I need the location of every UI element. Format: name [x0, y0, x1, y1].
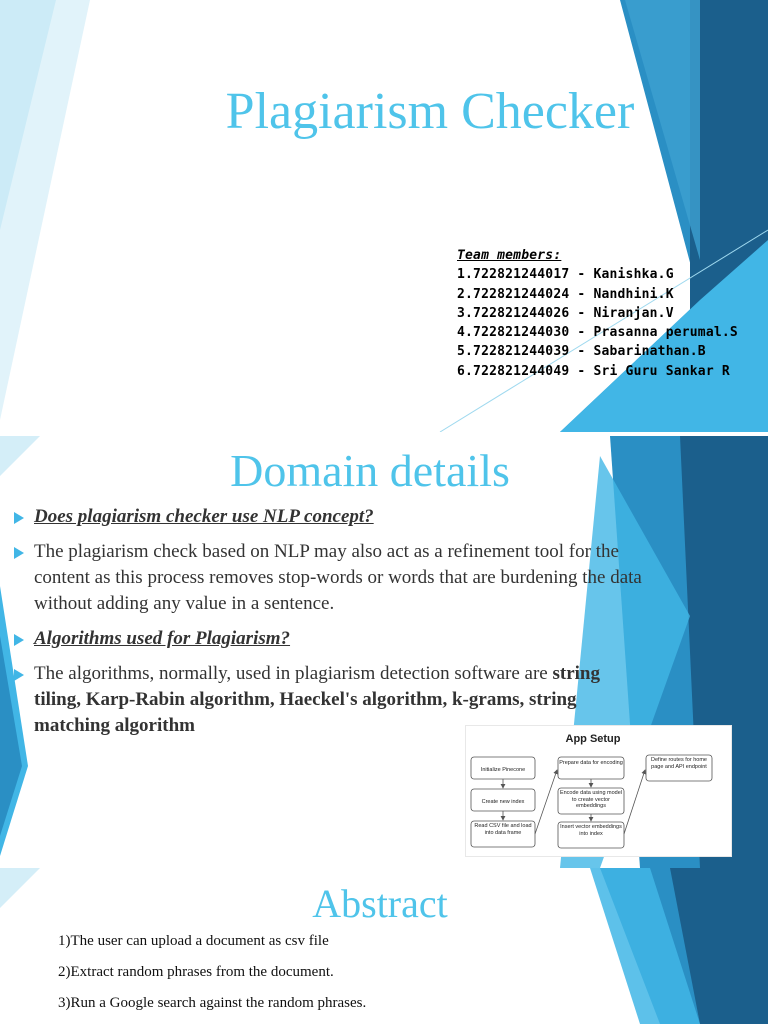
team-member: 3.722821244026 - Niranjan.V [457, 305, 674, 321]
team-member: 6.722821244049 - Sri Guru Sankar R [457, 363, 730, 379]
slide-title: Plagiarism Checker [225, 83, 635, 140]
list-item: 2)Extract random phrases from the document. [58, 964, 334, 980]
bullet-question: Does plagiarism checker use NLP concept? [14, 504, 654, 530]
team-member: 4.722821244030 - Prasanna perumal.S [457, 325, 738, 341]
list-item: 3)Run a Google search against the random phrases. [58, 995, 367, 1011]
bullet-paragraph: The plagiarism check based on NLP may also act as a refinement tool for the content as this process removes stop-words or words that are burdening the data without adding any value in a sentence. [14, 539, 654, 617]
bullet-arrow-icon [14, 512, 24, 524]
app-setup-flowchart [466, 726, 731, 856]
team-members-list [457, 246, 747, 381]
flow-box-label: Insert vector embeddings into index [560, 824, 622, 837]
domain-details-slide [0, 436, 768, 868]
bullet-paragraph: The algorithms, normally, used in plagiarism detection software are string tiling, Karp-Rabin algorithm, Haeckel's algorithm, k-grams, string matching algorithm [14, 661, 634, 739]
bullet-arrow-icon [14, 547, 24, 559]
bullet-arrow-icon [14, 634, 24, 646]
bullet-list [14, 504, 654, 748]
title-slide [0, 0, 768, 432]
bullet-arrow-icon [14, 669, 24, 681]
app-setup-diagram [465, 725, 732, 857]
abstract-list [58, 932, 366, 1024]
flow-box-label: Create new index [481, 799, 525, 805]
list-item: 1)The user can upload a document as csv file [58, 933, 329, 949]
team-member: 2.722821244024 - Nandhini.K [457, 286, 674, 302]
flow-arrow [535, 770, 557, 834]
flow-box-label: Initialize Pinecone [480, 767, 526, 773]
flow-box-label: Define routes for home page and API endpoint [651, 757, 707, 770]
flow-box-label: Prepare data for encoding [559, 760, 623, 766]
flow-arrow [624, 770, 645, 834]
slide-title: Abstract [312, 881, 448, 926]
slide-title: Domain details [230, 445, 510, 496]
flow-box-label: Encode data using model to create vector embeddings [559, 790, 623, 809]
flow-box-label: Read CSV file and load into data frame [474, 823, 532, 836]
diagram-title: App Setup [565, 733, 621, 745]
team-header: Team members: [457, 248, 562, 263]
bullet-question: Algorithms used for Plagiarism? [14, 626, 654, 652]
team-member: 5.722821244039 - Sabarinathan.B [457, 344, 706, 360]
team-member: 1.722821244017 - Kanishka.G [457, 267, 674, 283]
abstract-slide [0, 868, 768, 1024]
